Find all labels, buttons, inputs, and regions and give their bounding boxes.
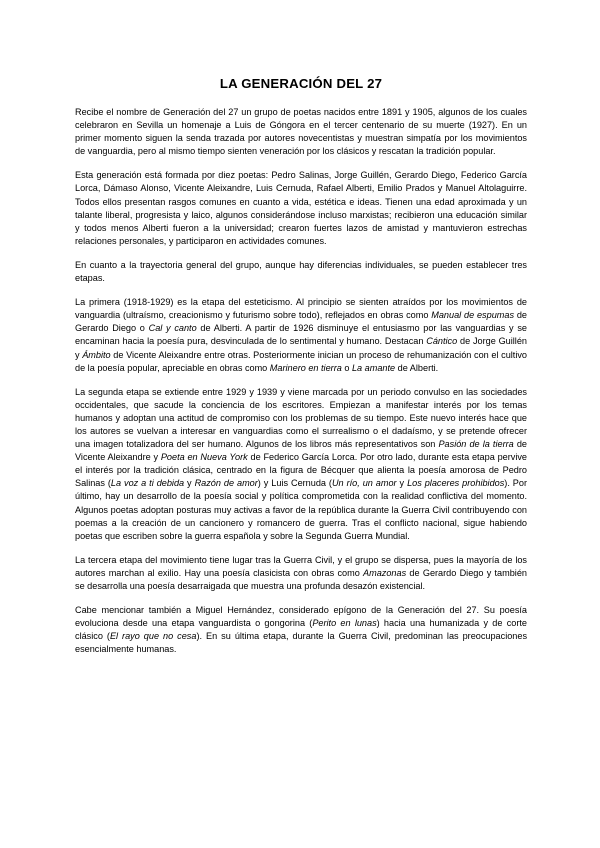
book-title: Poeta en Nueva York xyxy=(160,452,248,463)
text-run: ). En su última etapa, durante la Guerra Civil, predominan las preocupaciones esencialmente humanas. xyxy=(75,631,528,655)
document-title: LA GENERACIÓN DEL 27 xyxy=(219,76,383,91)
document-body xyxy=(75,106,527,667)
text-run: y xyxy=(184,478,195,489)
paragraph-members: Esta generación está formada por diez poetas: Pedro Salinas, Jorge Guillén, Gerardo Diego, Federico García Lorca, Dámaso Alonso, Vicente Aleixandre, Luis Cernuda, Rafael Alberti, Emilio Prados y Manuel Altolaguirre. Todos ellos presentan rasgos comunes en cuanto a vida, estética e ideas. Tienen una edad aproximada y un talante liberal, progresista y laico, algunos considerándose incluso marxistas; recibieron una educación similar y todos menos Alberti fueron a la universidad; crearon fuertes lazos de amistad y mantuvieron estrechas relaciones personales, y participaron en actividades comunes. xyxy=(75,170,527,246)
book-title: El rayo que no cesa xyxy=(109,631,197,642)
book-title: La amante xyxy=(351,362,396,373)
book-title: Los placeres prohibidos xyxy=(407,478,505,489)
paragraph-miguel-hernandez xyxy=(75,604,527,656)
paragraph-second-stage xyxy=(75,386,527,543)
text-run: La primera (1918-1929) es la etapa del esteticismo. Al principio se sienten atraídos por los movimientos de vanguardia (ultraísmo, creacionismo y futurismo sobre todo), reflejados en obras como xyxy=(75,297,527,321)
text-run: de Vicente Aleixandre entre otras. Posteriormente inician un proceso de rehumanización con el cultivo de la poesía popular, apreciable en obras como xyxy=(75,349,527,373)
text-run: ) hacia una humanizada y de corte clásico ( xyxy=(75,618,527,642)
book-title: Cal y canto xyxy=(148,323,197,334)
paragraph-intro: Recibe el nombre de Generación del 27 un grupo de poetas nacidos entre 1891 y 1905, algunos de los cuales celebraron en Sevilla un homenaje a Luis de Góngora en el tercer centenario de su muerte (1927). En un primer momento siguen la senda trazada por autores novecentistas y muestran simpatía por los movimientos de vanguardia, pero al mismo tiempo sienten veneración por los clásicos y rescatan la tradición popular. xyxy=(75,107,527,157)
book-title: Perito en lunas xyxy=(312,618,377,629)
book-title: La voz a ti debida xyxy=(110,478,185,489)
book-title: Pasión de la tierra xyxy=(438,439,514,450)
text-run: ). Por último, hay un desarrollo de la poesía social y política comprometida con la realidad conflictiva del momento. Algunos poetas adoptan posturas muy activas a favor de la república durante la Guerra Civil contribuyendo con poemas a la creación de un cancionero y romancero de guerra. Tras el conflicto nacional, sigue habiendo poetas que escriben sobre la guerra española y sobre la Segunda Guerra Mundial. xyxy=(75,478,528,541)
book-title: Razón de amor xyxy=(194,478,258,489)
text-run: de Gerardo Diego o xyxy=(75,310,527,334)
text-run: de Alberti. xyxy=(395,362,439,373)
text-run: y xyxy=(396,478,408,489)
text-run: ) y Luis Cernuda ( xyxy=(257,478,332,489)
text-run: Cabe mencionar también a Miguel Hernández, considerado epígono de la Generación del 27. Su poesía evoluciona desde una etapa vanguardista o gongorina ( xyxy=(75,605,527,629)
text-run: La segunda etapa se extiende entre 1929 y 1939 y viene marcada por un periodo convulso en las sociedades occidentales, que sacude la conciencia de los escritores. Empiezan a manifestar interés por los temas humanos y adoptan una actitud de compromiso con los problemas de su tiempo. Este nuevo interés hace que los autores se vuelvan a interesar en vanguardias como el surrealismo o el dadaísmo, y se pretende ofrecer una imagen totalizadora del ser humano. Algunos de los libros más representativos son xyxy=(75,386,527,450)
book-title: Ámbito xyxy=(82,349,111,360)
text-run: de Alberti. A partir de 1926 disminuye el entusiasmo por las vanguardias y se encaminan hacia la poesía pura, desvinculada de lo sentimental y humano. Destacan xyxy=(75,323,527,347)
text-run: de Federico García Lorca. Por otro lado, durante esta etapa pervive el interés por la tradición clásica, centrado en la figura de Bécquer que alienta la poesía amorosa de Pedro Salinas ( xyxy=(75,452,527,489)
text-run: de Gerardo Diego y también se desarrolla una poesía desarraigada que muestra una profunda desazón existencial. xyxy=(75,567,527,591)
paragraph-stages-intro: En cuanto a la trayectoria general del grupo, aunque hay diferencias individuales, se pueden establecer tres etapas. xyxy=(75,259,527,284)
text-run: La tercera etapa del movimiento tiene lugar tras la Guerra Civil, y el grupo se dispersa, pues la mayoría de los autores marchan al exilio. Hay una poesía clasicista con obras como xyxy=(75,554,527,578)
book-title: Amazonas xyxy=(363,567,407,578)
book-title: Marinero en tierra xyxy=(269,362,342,373)
paragraph-first-stage xyxy=(75,296,527,375)
paragraph-third-stage xyxy=(75,554,527,593)
text-run: o xyxy=(341,362,352,373)
book-title: Cántico xyxy=(426,336,458,347)
book-title: Manual de espumas xyxy=(431,310,515,321)
text-run: de Vicente Aleixandre y xyxy=(75,439,527,463)
text-run: de Jorge Guillén y xyxy=(75,336,527,360)
book-title: Un río, un amor xyxy=(331,478,397,489)
